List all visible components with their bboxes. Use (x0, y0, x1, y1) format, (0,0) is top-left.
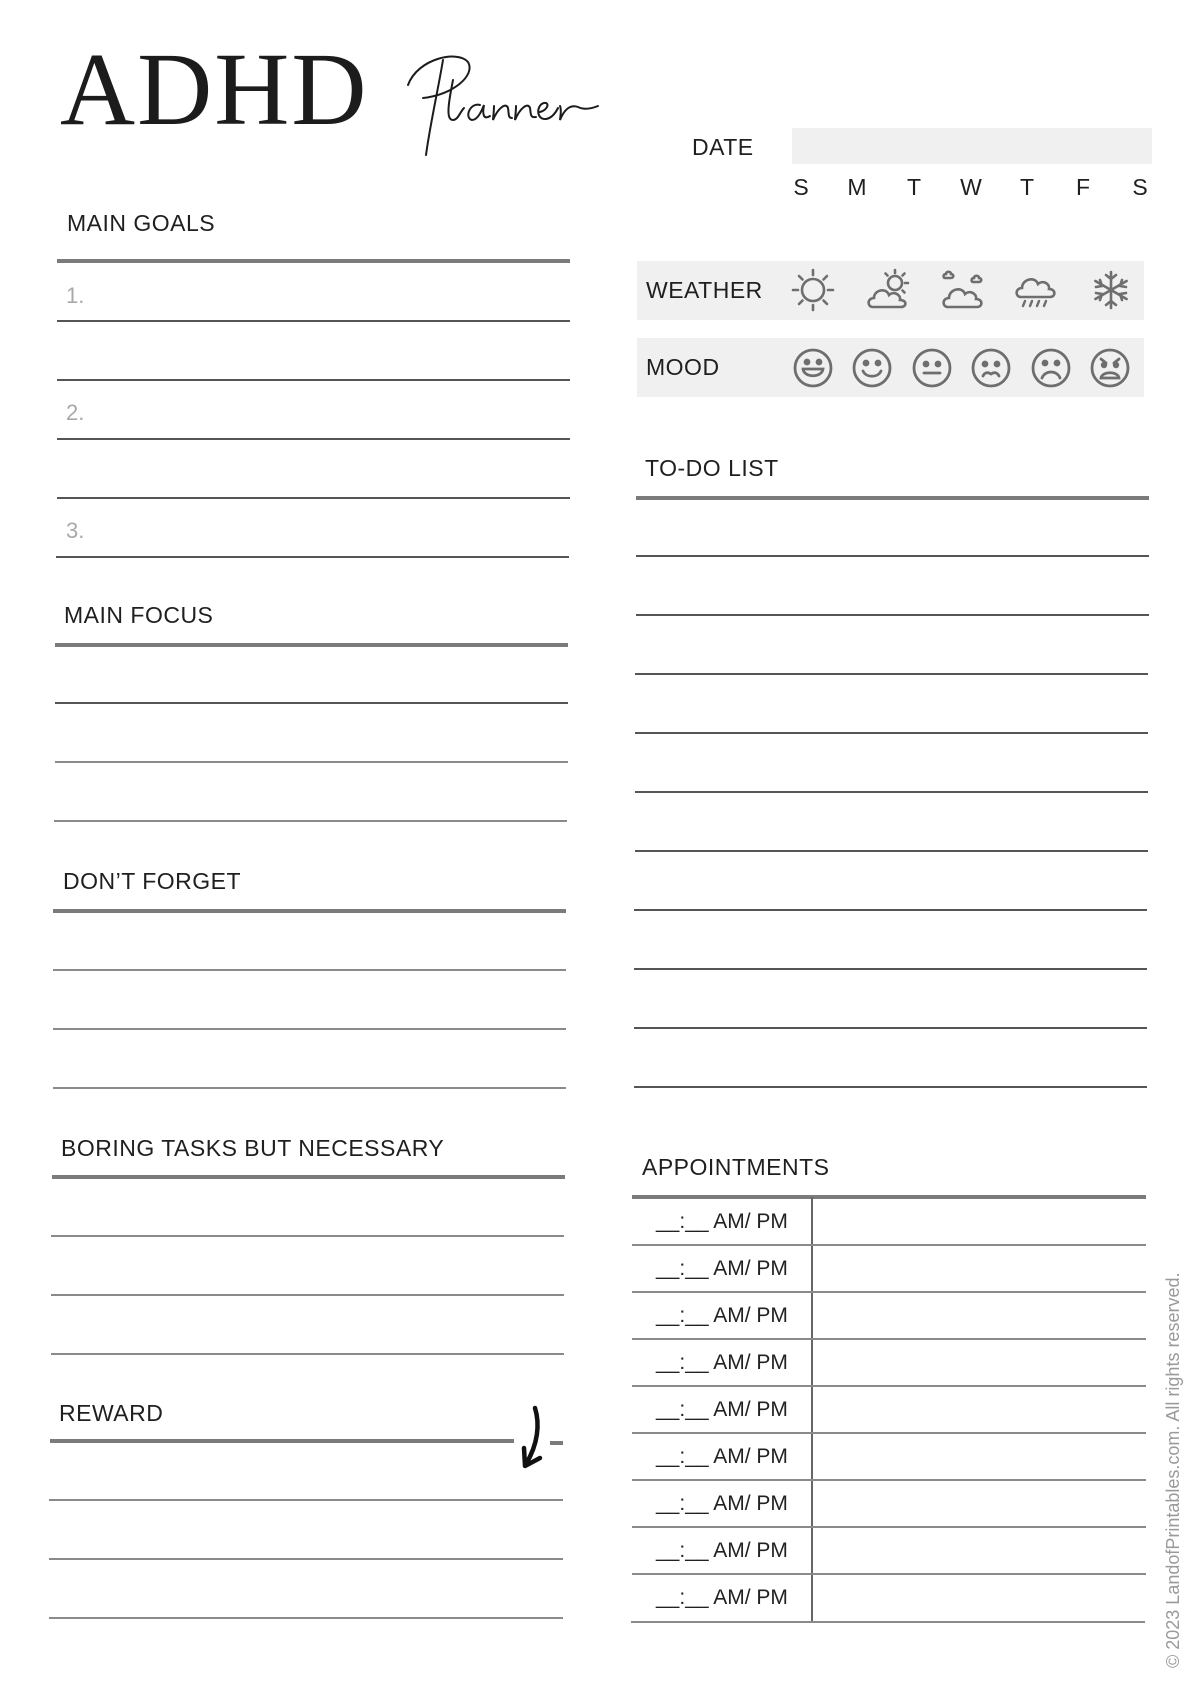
main-goals-header-line (57, 259, 570, 263)
appointment-row-line-4 (632, 1385, 1146, 1387)
title-adhd: ADHD (60, 32, 369, 147)
boring-tasks-line-1[interactable] (51, 1235, 564, 1237)
main-focus-line-1[interactable] (55, 702, 568, 704)
todo-line-8[interactable] (634, 968, 1147, 970)
goal-3-line[interactable] (56, 556, 569, 558)
day-sunday[interactable]: S (793, 174, 809, 200)
appointment-time-2[interactable]: __:__ AM/ PM (656, 1257, 788, 1280)
main-focus-line-2[interactable] (55, 761, 568, 763)
boring-tasks-title: BORING TASKS BUT NECESSARY (61, 1135, 445, 1161)
smile-face-icon[interactable] (849, 345, 895, 391)
dont-forget-line-3[interactable] (53, 1087, 566, 1089)
appointment-row-line-1 (632, 1244, 1146, 1246)
appointment-row-line-9 (631, 1621, 1145, 1623)
angry-face-icon[interactable] (1087, 345, 1133, 391)
neutral-face-icon[interactable] (909, 345, 955, 391)
todo-line-7[interactable] (634, 909, 1147, 911)
goal-number-2: 2. (66, 400, 85, 425)
dont-forget-line-1[interactable] (53, 969, 566, 971)
dont-forget-line-2[interactable] (53, 1028, 566, 1030)
boring-tasks-line-3[interactable] (51, 1353, 564, 1355)
appointment-time-9[interactable]: __:__ AM/ PM (656, 1586, 788, 1609)
appointment-time-7[interactable]: __:__ AM/ PM (656, 1492, 788, 1515)
appointments-header-line (632, 1195, 1146, 1199)
sad-face-icon[interactable] (1028, 345, 1074, 391)
todo-line-2[interactable] (636, 614, 1149, 616)
todo-line-6[interactable] (635, 850, 1148, 852)
copyright-text: © 2023 LandofPrintables.com. All rights reserved. (1163, 1272, 1183, 1668)
title-planner-script (398, 50, 623, 160)
todo-line-1[interactable] (636, 555, 1149, 557)
appointment-time-4[interactable]: __:__ AM/ PM (656, 1351, 788, 1374)
todo-line-10[interactable] (634, 1086, 1147, 1088)
todo-line-5[interactable] (635, 791, 1148, 793)
mood-title: MOOD (646, 354, 720, 380)
appointment-row-line-2 (632, 1291, 1146, 1293)
appointments-column-divider (811, 1197, 813, 1622)
day-friday[interactable]: F (1075, 174, 1091, 200)
todo-title: TO-DO LIST (645, 455, 779, 481)
worried-face-icon[interactable] (968, 345, 1014, 391)
appointment-row-line-7 (632, 1526, 1146, 1528)
day-tuesday[interactable]: T (906, 174, 922, 200)
date-label: DATE (692, 134, 754, 160)
appointment-time-1[interactable]: __:__ AM/ PM (656, 1210, 788, 1233)
boring-tasks-header-line (52, 1175, 565, 1179)
day-thursday[interactable]: T (1019, 174, 1035, 200)
appointment-row-line-5 (632, 1432, 1146, 1434)
dont-forget-header-line (53, 909, 566, 913)
arrow-down-icon (518, 1404, 548, 1474)
very-happy-face-icon[interactable] (790, 345, 836, 391)
cloudy-icon[interactable] (940, 267, 986, 313)
rain-icon[interactable] (1013, 267, 1059, 313)
snowflake-icon[interactable] (1088, 267, 1134, 313)
day-wednesday[interactable]: W (960, 174, 982, 200)
todo-line-9[interactable] (634, 1027, 1147, 1029)
reward-header-line (50, 1439, 514, 1443)
todo-line-3[interactable] (635, 673, 1148, 675)
main-goals-title: MAIN GOALS (67, 210, 216, 236)
sun-icon[interactable] (790, 267, 836, 313)
todo-header-line (636, 496, 1149, 500)
reward-line-3[interactable] (49, 1617, 563, 1619)
boring-tasks-line-2[interactable] (51, 1294, 564, 1296)
appointment-time-5[interactable]: __:__ AM/ PM (656, 1398, 788, 1421)
reward-line-1[interactable] (49, 1499, 563, 1501)
todo-line-4[interactable] (635, 732, 1148, 734)
day-saturday[interactable]: S (1132, 174, 1148, 200)
appointment-row-line-3 (632, 1338, 1146, 1340)
weather-title: WEATHER (646, 277, 763, 303)
goal-1b-line[interactable] (57, 379, 570, 381)
reward-line-2[interactable] (49, 1558, 563, 1560)
appointment-time-3[interactable]: __:__ AM/ PM (656, 1304, 788, 1327)
reward-title: REWARD (59, 1400, 164, 1426)
appointment-row-line-8 (632, 1573, 1146, 1575)
dont-forget-title: DON’T FORGET (63, 868, 242, 894)
goal-2-line[interactable] (57, 438, 570, 440)
goal-2b-line[interactable] (57, 497, 570, 499)
main-focus-header-line (55, 643, 568, 647)
appointment-time-8[interactable]: __:__ AM/ PM (656, 1539, 788, 1562)
appointments-title: APPOINTMENTS (642, 1154, 830, 1180)
goal-1-line[interactable] (57, 320, 570, 322)
goal-number-3: 3. (66, 518, 85, 543)
main-focus-title: MAIN FOCUS (64, 602, 214, 628)
goal-number-1: 1. (66, 283, 85, 308)
appointment-row-line-6 (632, 1479, 1146, 1481)
day-monday[interactable]: M (847, 174, 867, 200)
reward-header-line-end (550, 1441, 563, 1445)
main-focus-line-3[interactable] (54, 820, 567, 822)
appointment-time-6[interactable]: __:__ AM/ PM (656, 1445, 788, 1468)
partly-cloudy-icon[interactable] (865, 267, 911, 313)
date-input-field[interactable] (792, 128, 1152, 164)
